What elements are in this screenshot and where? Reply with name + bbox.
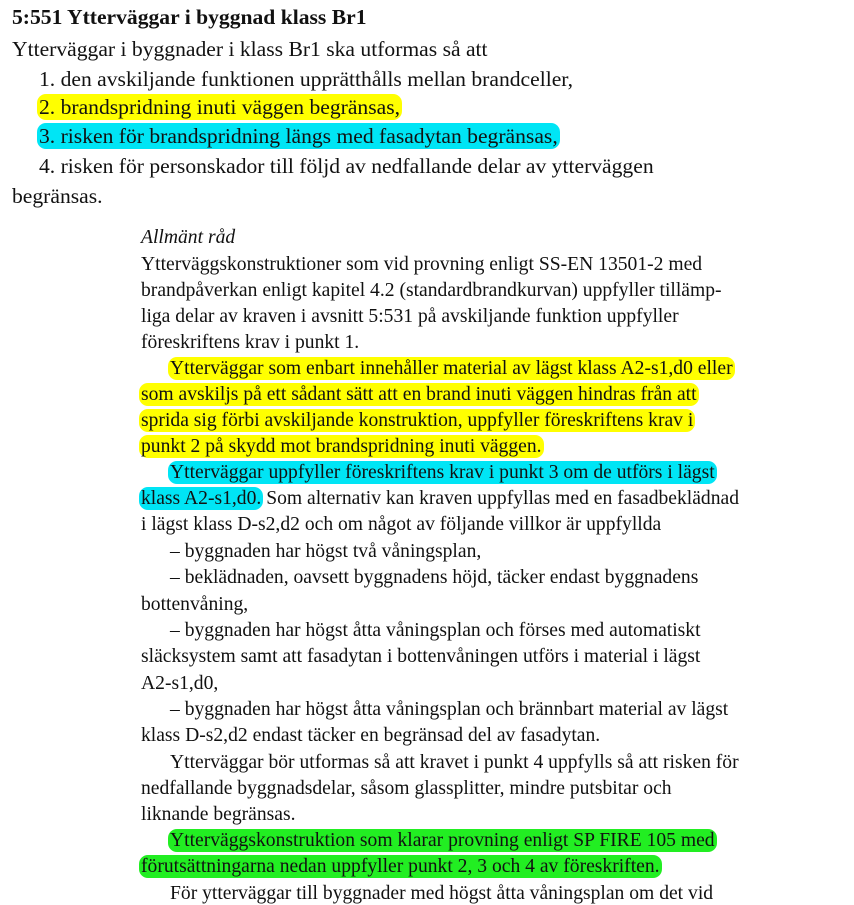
highlight-cyan: Ytterväggar uppfyller föreskriftens krav i punkt 3 om de utförs i lägst	[170, 462, 715, 483]
list-item-cont: klass D-s2,d2 endast täcker en begränsad del av fasadytan.	[141, 725, 601, 746]
advice-p3-text: Som alternativ kan kraven uppfyllas med en fasadbeklädnad	[261, 488, 740, 509]
advice-p5-line	[170, 830, 715, 852]
advice-p4-line: liknande begränsas.	[141, 804, 296, 825]
advice-p3-line: i lägst klass D-s2,d2 och om något av följande villkor är uppfyllda	[141, 514, 662, 535]
requirement-4-line-1: 4. risken för personskador till följd av nedfallande delar av ytterväggen	[39, 154, 654, 178]
list-item-cont: A2-s1,d0,	[141, 673, 219, 694]
highlight-cyan: klass A2-s1,d0.	[141, 488, 262, 509]
list-item-cont: bottenvåning,	[141, 594, 249, 615]
list-item-cont: släcksystem samt att fasadytan i bottenvåningen utförs i material i lägst	[141, 646, 701, 667]
list-item: – beklädnaden, oavsett byggnadens höjd, täcker endast byggnadens	[170, 567, 699, 588]
highlight-green: förutsättningarna nedan uppfyller punkt 2, 3 och 4 av föreskriften.	[141, 856, 660, 877]
requirement-2	[39, 95, 400, 120]
advice-p3-line	[170, 462, 715, 484]
advice-p5-line	[141, 856, 660, 878]
advice-p2-line	[141, 410, 693, 432]
advice-p3-line	[141, 488, 739, 510]
requirement-3	[39, 124, 558, 149]
highlight-yellow: Ytterväggar som enbart innehåller material av lägst klass A2-s1,d0 eller	[170, 358, 733, 379]
section-heading: 5:551 Ytterväggar i byggnad klass Br1	[12, 5, 367, 29]
highlight-yellow: 2. brandspridning inuti väggen begränsas,	[39, 95, 401, 119]
advice-p1-line: liga delar av kraven i avsnitt 5:531 på avskiljande funktion uppfyller	[141, 306, 679, 327]
list-item: – byggnaden har högst två våningsplan,	[170, 541, 482, 562]
advice-p1-line: föreskriftens krav i punkt 1.	[141, 332, 360, 353]
highlight-yellow: som avskiljs på ett sådant sätt att en brand inuti väggen hindras från att	[141, 384, 697, 405]
advice-title: Allmänt råd	[141, 227, 236, 248]
list-item: – byggnaden har högst åtta våningsplan och brännbart material av lägst	[170, 699, 729, 720]
advice-p4-line: nedfallande byggnadsdelar, såsom glassplitter, mindre putsbitar och	[141, 778, 672, 799]
highlight-yellow: sprida sig förbi avskiljande konstruktion, uppfyller föreskriftens krav i	[141, 410, 694, 431]
advice-p1-line: brandpåverkan enligt kapitel 4.2 (standardbrandkurvan) uppfyller tillämp-	[141, 280, 722, 301]
advice-p2-line	[141, 436, 542, 458]
advice-p2-line	[141, 384, 697, 406]
requirement-4-line-2: begränsas.	[12, 184, 103, 208]
requirement-1: 1. den avskiljande funktionen upprätthålls mellan brandceller,	[39, 67, 574, 91]
highlight-green: Ytterväggskonstruktion som klarar provning enligt SP FIRE 105 med	[170, 830, 715, 851]
advice-p1-line: Ytterväggskonstruktioner som vid provning enligt SS-EN 13501-2 med	[141, 254, 703, 275]
highlight-yellow: punkt 2 på skydd mot brandspridning inuti väggen.	[141, 436, 542, 457]
advice-p2-line	[170, 358, 733, 380]
advice-p6-line: För ytterväggar till byggnader med högst åtta våningsplan om det vid	[170, 883, 714, 904]
intro-text: Ytterväggar i byggnader i klass Br1 ska utformas så att	[12, 37, 488, 61]
highlight-cyan: 3. risken för brandspridning längs med fasadytan begränsas,	[39, 124, 558, 148]
list-item: – byggnaden har högst åtta våningsplan och förses med automatiskt	[170, 620, 701, 641]
advice-p4-line: Ytterväggar bör utformas så att kravet i punkt 4 uppfylls så att risken för	[170, 752, 739, 773]
